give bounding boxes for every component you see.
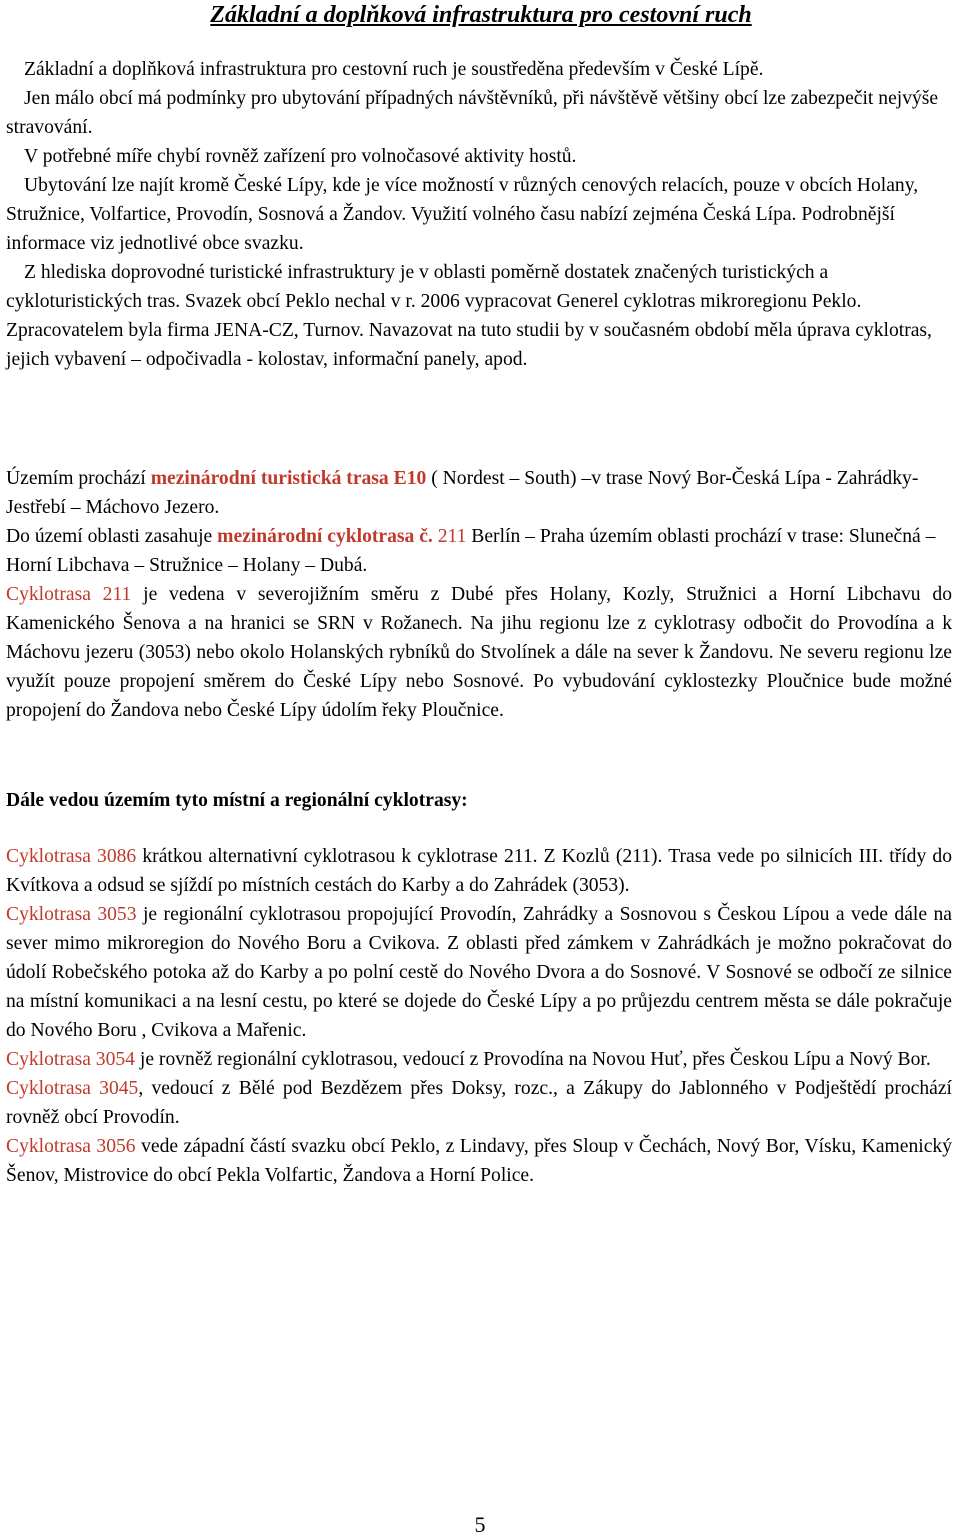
e10-highlight: mezinárodní turistická trasa E10: [150, 468, 427, 489]
c211-post: Berlín – Praha územím oblasti prochází v trase: Slunečná – Horní Libchava – Stružnice – Holany – Dubá.: [6, 526, 936, 576]
local-routes-heading: Dále vedou územím tyto místní a regionální cyklotrasy:: [6, 790, 468, 811]
intro-paragraph-3: V potřebné míře chybí rovněž zařízení pro volnočasové aktivity hostů.: [24, 146, 577, 167]
c211-pre: Do území oblasti zasahuje: [6, 526, 218, 547]
c211-number: 211: [432, 526, 467, 547]
local-routes-heading-block: [6, 786, 952, 815]
route-3054: [6, 1045, 952, 1074]
c211b-paragraph: [6, 580, 952, 725]
page-title: Základní a doplňková infrastruktura pro cestovní ruch: [210, 2, 752, 28]
route-3086: [6, 842, 952, 900]
e10-post: ( Nordest – South) –v trase Nový Bor-Česká Lípa - Zahrádky- Jestřebí – Máchovo Jezero.: [6, 468, 919, 518]
intro-paragraph-4: Ubytování lze najít kromě České Lípy, kde je více možností v různých cenových relacích, pouze v obcích Holany, Stružnice, Volfartice, Provodín, Sosnová a Žandov. Využití volného času nabízí zejména Česká Lípa. Podrobnější informace viz jednotlivé obce svazku.: [6, 175, 919, 254]
c211b-highlight: Cyklotrasa: [6, 584, 91, 605]
route-3056: [6, 1132, 952, 1190]
route-3053-text: je regionální cyklotrasou propojující Provodín, Zahrádky a Sosnovou s Českou Lípou a vede dále na sever mimo mikroregion do Nového Boru a Cvikova. Z oblasti před zámkem v Zahrádkách je možno pokračovat do údolí Robečského potoka až do Karby a po polní cestě do Nového Dvora a do Sosnové. V Sosnové se odbočí ze silnice na místní komunikaci a na lesní cestu, po které se dojede do České Lípy a po průjezdu centrem města se dále pokračuje do Nového Boru , Cvikova a Mařenic.: [6, 904, 952, 1041]
e10-paragraph: [6, 464, 952, 522]
route-3054-name: Cyklotrasa 3054: [6, 1049, 135, 1070]
intro-section: [6, 55, 952, 374]
route-3045-name: Cyklotrasa 3045: [6, 1078, 139, 1099]
c211-highlight: mezinárodní cyklotrasa č.: [217, 526, 433, 547]
c211-paragraph: [6, 522, 952, 580]
route-3053-name: Cyklotrasa 3053: [6, 904, 137, 925]
c211b-number: 211: [90, 584, 132, 605]
route-3056-name: Cyklotrasa 3056: [6, 1136, 136, 1157]
route-3045-text: , vedoucí z Bělé pod Bezdězem přes Doksy, rozc., a Zákupy do Jablonného v Podještědí prochází rovněž obcí Provodín.: [6, 1078, 952, 1128]
route-3054-text: je rovněž regionální cyklotrasou, vedoucí z Provodína na Novou Huť, přes Českou Lípu a Nový Bor.: [134, 1049, 931, 1070]
e10-pre: Územím prochází: [6, 468, 151, 489]
route-3086-name: Cyklotrasa 3086: [6, 846, 137, 867]
route-3086-text: krátkou alternativní cyklotrasou k cyklotrase 211. Z Kozlů (211). Trasa vede po silnicích III. třídy do Kvítkova a odsud se sjíždí po místních cestách do Karby a do Zahrádek (3053).: [6, 846, 952, 896]
intro-paragraph-5: Z hlediska doprovodné turistické infrastruktury je v oblasti poměrně dostatek značených turistických a cykloturistických tras. Svazek obcí Peklo nechal v r. 2006 vypracovat Generel cyklotras mikroregionu Peklo. Zpracovatelem byla firma JENA-CZ, Turnov. Navazovat na tuto studii by v současném období měla úprava cyklotras, jejich vybavení – odpočivadla - kolostav, informační panely, apod.: [6, 262, 932, 370]
intro-paragraph-2: Jen málo obcí má podmínky pro ubytování případných návštěvníků, při návštěvě většiny obcí lze zabezpečit nejvýše stravování.: [6, 88, 939, 138]
intro-paragraph-1: Základní a doplňková infrastruktura pro cestovní ruch je soustředěna především v České Lípě.: [24, 59, 764, 80]
c211b-post: je vedena v severojižním směru z Dubé přes Holany, Kozly, Stružnici a Horní Libchavu do Kamenického Šenova a na hranici se SRN v Rožanech. Na jihu regionu lze z cyklotrasy odbočit do Provodína a k Máchovu jezeru (3053) nebo okolo Holanských rybníků do Stvolínek a dále na sever k Žandovu. Ne severu regionu lze využít pouze propojení směrem do České Lípy nebo Sosnové. Po vybudování cyklostezky Ploučnice bude možné propojení do Žandova nebo České Lípy údolím řeky Ploučnice.: [6, 584, 952, 721]
route-3053: [6, 900, 952, 1045]
route-3045: [6, 1074, 952, 1132]
e10-section: [6, 464, 952, 725]
routes-section: [6, 842, 952, 1190]
route-3056-text: vede západní částí svazku obcí Peklo, z Lindavy, přes Sloup v Čechách, Nový Bor, Vísku, Kamenický Šenov, Mistrovice do obcí Pekla Volfartic, Žandova a Horní Police.: [6, 1136, 952, 1186]
page-number: 5: [474, 1512, 486, 1537]
